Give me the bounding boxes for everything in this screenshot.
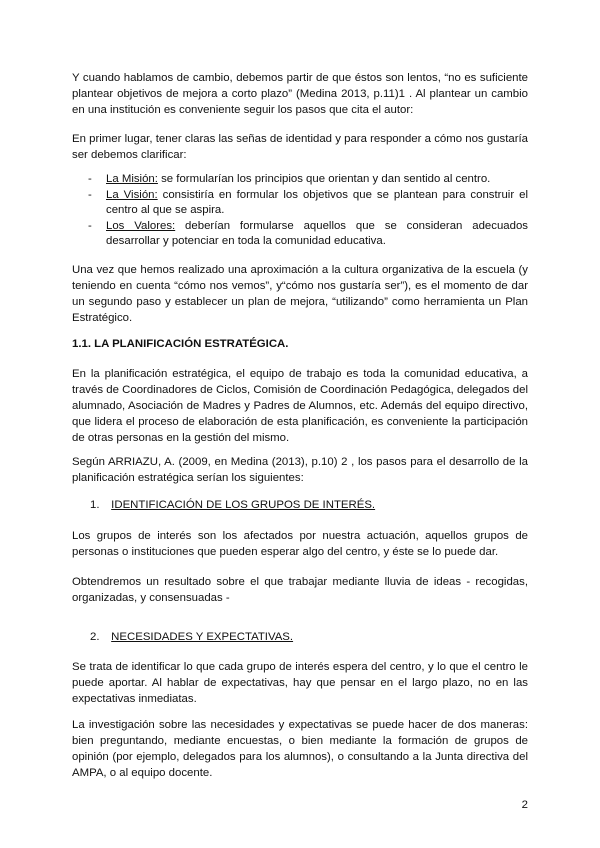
- bullet-valores: [88, 219, 528, 250]
- bullet-text: consistiría en formular los objetivos que se plantean para construir el centro al que se aspira.: [106, 188, 528, 216]
- paragraph-arriazu: Según ARRIAZU, A. (2009, en Medina (2013), p.10) 2 , los pasos para el desarrollo de la planificación estratégica serían los siguientes:: [72, 456, 528, 484]
- section-heading: 1.1. LA PLANIFICACIÓN ESTRATÉGICA.: [72, 338, 289, 350]
- paragraph-grupos-interes: Los grupos de interés son los afectados por nuestra actuación, aquellos grupos de personas o instituciones que pueden esperar algo del centro, y éste se lo puede dar.: [72, 530, 528, 558]
- numbered-item-1: [90, 497, 510, 513]
- paragraph-cultura-organizativa: Una vez que hemos realizado una aproximación a la cultura organizativa de la escuela (y teniendo en cuenta “cómo nos vemos”, y“cómo nos gustaría ser”), es el momento de dar un segundo paso y establecer un plan de mejora, “utilizando” como herramienta un Plan Estratégico.: [72, 264, 528, 324]
- bullet-term: Los Valores:: [106, 219, 176, 232]
- bullet-text: se formularían los principios que orientan y dan sentido al centro.: [157, 173, 491, 185]
- bullet-term: La Visión:: [106, 188, 158, 201]
- bullet-dash: -: [88, 188, 92, 201]
- paragraph-necesidades: Se trata de identificar lo que cada grupo de interés espera del centro, y lo que el centro le puede aportar. Al hablar de expectativas, hay que pensar en el largo plazo, no en las expectativas inmediatas.: [72, 661, 528, 705]
- bullet-dash: -: [88, 219, 92, 232]
- paragraph-senas-identidad: En primer lugar, tener claras las señas de identidad y para responder a cómo nos gustaría ser debemos clarificar:: [72, 133, 528, 161]
- bullet-vision: [88, 188, 528, 219]
- bullet-dash: -: [88, 173, 92, 185]
- bullet-mision: [88, 172, 528, 188]
- paragraph-lluvia-ideas: Obtendremos un resultado sobre el que trabajar mediante lluvia de ideas - recogidas, organizadas, y consensuadas -: [72, 576, 528, 604]
- item-label: IDENTIFICACIÓN DE LOS GRUPOS DE INTERÉS.: [111, 499, 376, 511]
- page-number: 2: [521, 799, 528, 811]
- paragraph-cambio: Y cuando hablamos de cambio, debemos partir de que éstos son lentos, “no es suficiente plantear objetivos de mejora a corto plazo” (Medina 2013, p.11)1 . Al plantear un cambio en una institución es conveniente seguir los pasos que cita el autor:: [72, 72, 528, 116]
- identity-bullet-list: [88, 172, 528, 250]
- paragraph-planificacion: En la planificación estratégica, el equipo de trabajo es toda la comunidad educativa, a través de Coordinadores de Ciclos, Comisión de Coordinación Pedagógica, delegados del alumnado, Asociación de Madres y Padres de Alumnos, etc. Además del equipo directivo, que lidera el proceso de elaboración de esta planificación, es conveniente la participación de otras personas en la gestión del mismo.: [72, 368, 528, 444]
- bullet-text: deberían formularse aquellos que se consideran adecuados desarrollar y potenciar en toda la comunidad educativa.: [106, 219, 528, 247]
- item-number: 2.: [90, 631, 100, 643]
- numbered-item-2: [90, 629, 510, 645]
- item-label: NECESIDADES Y EXPECTATIVAS.: [111, 631, 294, 643]
- item-number: 1.: [90, 499, 100, 511]
- paragraph-investigacion: La investigación sobre las necesidades y expectativas se puede hacer de dos maneras: bien preguntando, mediante encuestas, o bien mediante la formación de grupos de opinión (por ejemplo, delegados para los alumnos), o consultando a la Junta directiva del AMPA, o al equipo docente.: [72, 719, 528, 779]
- bullet-term: La Misión:: [106, 173, 158, 185]
